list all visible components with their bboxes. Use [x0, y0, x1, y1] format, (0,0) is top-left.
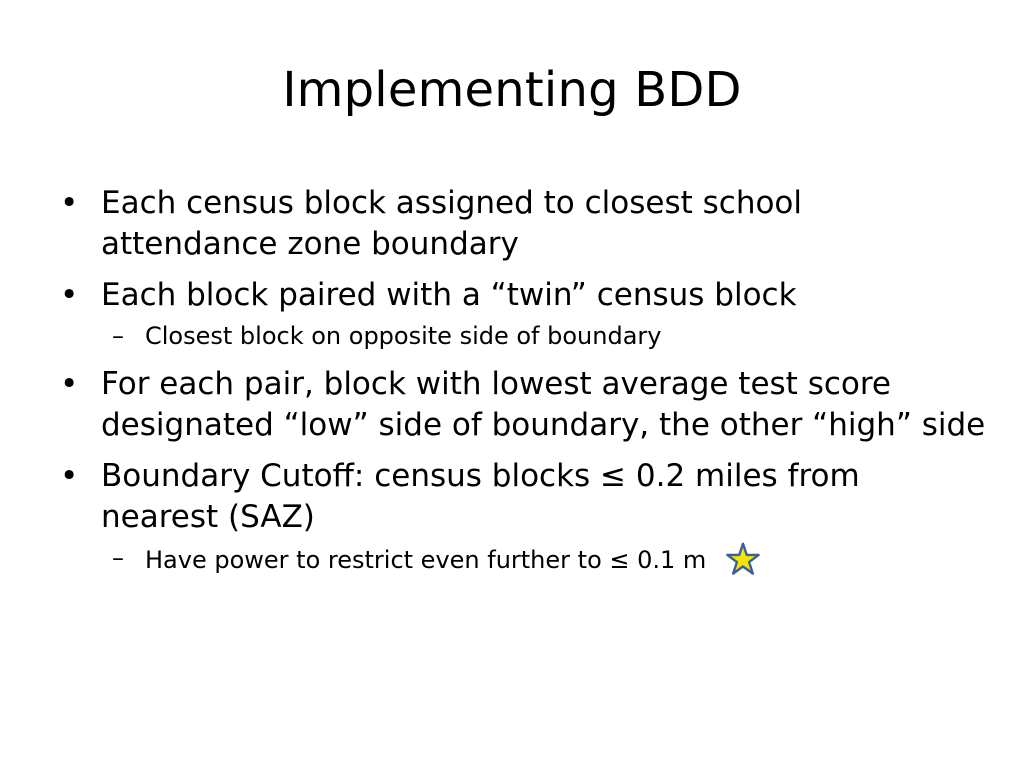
bullet-item — [56, 275, 986, 316]
star-icon — [726, 542, 760, 576]
bullet-marker: • — [60, 366, 79, 402]
bullet-marker: • — [60, 458, 79, 494]
bullet-text: Each block paired with a “twin” census block — [101, 277, 797, 313]
bullet-marker: • — [60, 277, 79, 313]
slide-title: Implementing BDD — [282, 62, 742, 118]
bullet-item — [56, 183, 986, 265]
bullet-text: Boundary Cutoff: census blocks ≤ 0.2 miles from nearest (SAZ) — [101, 458, 860, 535]
bullet-text: For each pair, block with lowest average test score designated “low” side of boundary, the other “high” side — [101, 366, 986, 443]
bullet-item — [56, 456, 986, 538]
bullet-marker: • — [60, 185, 79, 221]
dash-marker: – — [112, 544, 124, 572]
dash-marker: – — [112, 322, 124, 350]
bullet-list — [56, 183, 986, 588]
sub-bullet-item — [56, 320, 986, 352]
sub-bullet-text: Have power to restrict even further to ≤ 0.1 m — [145, 546, 707, 574]
sub-bullet-item — [56, 542, 986, 576]
bullet-text: Each census block assigned to closest school attendance zone boundary — [101, 185, 803, 262]
sub-bullet-text: Closest block on opposite side of boundary — [145, 322, 662, 350]
bullet-item — [56, 364, 986, 446]
